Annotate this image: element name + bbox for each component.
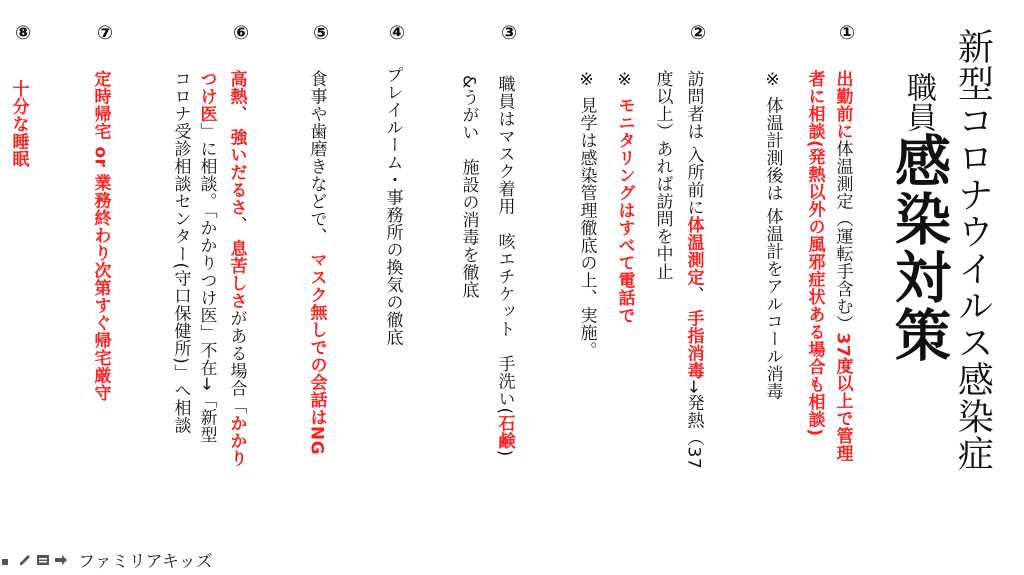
item-text-column [614, 70, 634, 324]
item-text-column [683, 70, 703, 469]
emphasis-text: 体温測定 [683, 215, 704, 286]
item-number: ④ [388, 22, 406, 44]
emphasis-text: 強いだるさ [226, 128, 247, 216]
title-line2 [878, 72, 958, 364]
body-text: 度以上）あれば訪問を中止 [652, 70, 673, 280]
body-text: 、 [226, 215, 247, 240]
item-text-column [494, 75, 514, 457]
item-text-column [196, 70, 216, 444]
pointer-icon[interactable] [0, 552, 14, 566]
body-text: 職員はマスク着用 咳エチケット 手洗い( [494, 75, 515, 415]
emphasis-text: 十分な睡眠 [8, 80, 29, 168]
item-text-column [762, 70, 782, 400]
body-text: ※ 体温計測後は 体温計をアルコール消毒 [762, 70, 783, 400]
body-text: 、 [683, 285, 704, 310]
arrow-icon[interactable] [54, 552, 68, 566]
body-text: 食事や歯磨きなどで、 [306, 70, 327, 251]
emphasis-text: モニタリングはすべて電話で [614, 96, 635, 324]
body-text: がある場合「 [226, 309, 247, 415]
body-text: ※ [614, 70, 635, 97]
footer-toolbar [0, 547, 213, 571]
pen-icon[interactable] [18, 552, 32, 566]
body-text: 体温測定（運転手含む） [832, 140, 853, 333]
emphasis-text: かかり [226, 414, 247, 467]
item-text-column [832, 70, 852, 462]
item-text-column [652, 70, 672, 280]
emphasis-text: つけ医 [196, 70, 217, 123]
item-number: ⑤ [312, 22, 330, 44]
item-number: ⑧ [14, 22, 32, 44]
emphasis-text: 息苦しさ [226, 239, 247, 310]
emphasis-text: 出勤前に [832, 70, 853, 140]
item-number: ⑥ [232, 22, 250, 44]
emphasis-text: マスク無しでの会話はNG [306, 250, 327, 456]
emphasis-text: 石鹸 [494, 414, 515, 450]
item-text-column [90, 70, 110, 401]
emphasis-text: 37度以上で管理 [832, 332, 853, 463]
body-text: コロナ受診相談センター(守口保健所)」へ相談 [170, 70, 191, 435]
body-text: ※ 見学は感染管理徹底の上、実施。 [576, 70, 597, 359]
body-text: &うがい 施設の消毒を徹底 [458, 75, 479, 299]
item-number: ① [838, 22, 856, 44]
notes-icon[interactable] [36, 552, 50, 566]
item-text-column [226, 70, 246, 467]
item-text-column [458, 75, 478, 299]
body-text: 訪問者は 入所前に [683, 70, 704, 216]
item-text-column [8, 80, 28, 168]
emphasis-text: 者に相談(発熱以外の風邪症状ある場合も相談) [804, 70, 825, 437]
body-text: プレイルーム・事務所の換気の徹底 [382, 66, 403, 346]
emphasis-text: 高熱 [226, 70, 247, 105]
footer-label: ファミリアキッズ [78, 551, 213, 572]
body-text: 、 [226, 105, 247, 129]
item-text-column [306, 70, 326, 455]
emphasis-text: 定時帰宅 or 業務終わり次第すぐ帰宅厳守 [90, 70, 111, 402]
title-infection-control: 感染対策 [886, 132, 951, 364]
body-text: →発熱（37 [683, 379, 704, 470]
item-number: ② [689, 22, 707, 44]
item-text-column [382, 66, 402, 346]
body-text: ) [494, 449, 515, 457]
title-line1: 新型コロナウイルス感染症 [952, 28, 994, 472]
item-text-column [576, 70, 596, 359]
emphasis-text: 手指消毒 [683, 309, 704, 380]
item-text-column [804, 70, 824, 437]
item-number: ③ [500, 22, 518, 44]
item-number: ⑦ [96, 22, 114, 44]
item-text-column [170, 70, 190, 434]
title-staff: 職員 [901, 72, 936, 132]
body-text: 」に相談。「かかりつけ医」不在→「新型 [196, 122, 217, 444]
